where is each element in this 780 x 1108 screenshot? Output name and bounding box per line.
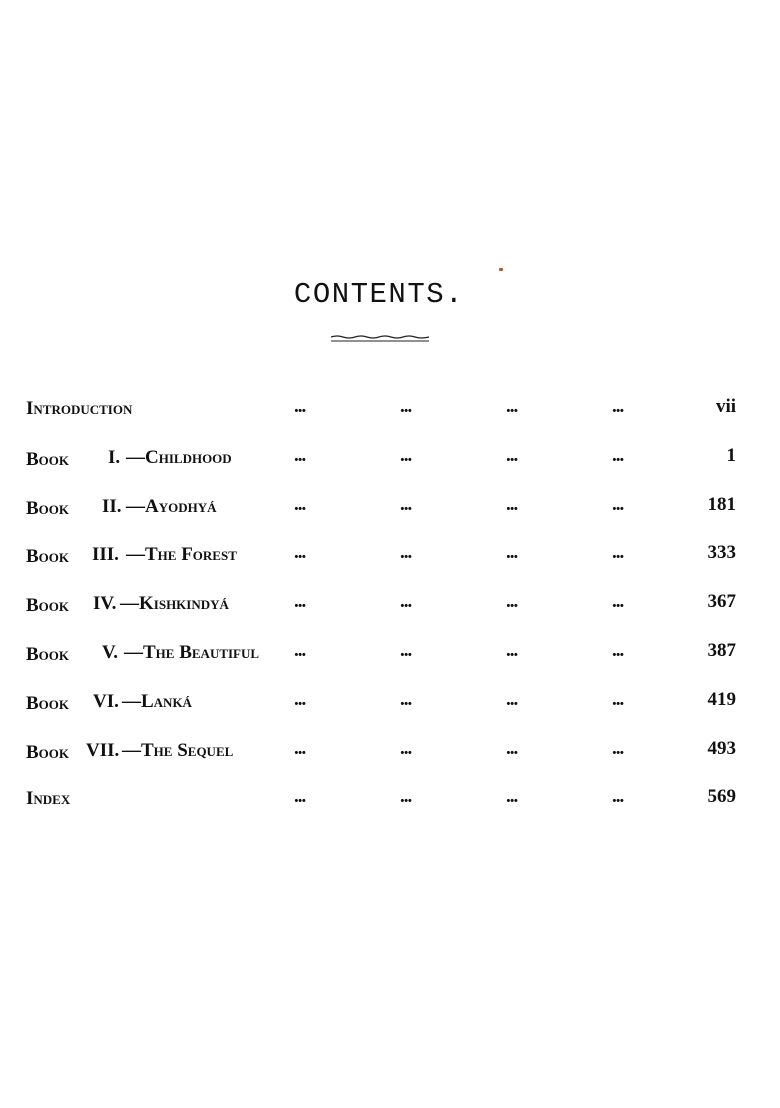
entry-title: Introduction <box>26 398 133 419</box>
leader-dots: ... <box>612 786 624 808</box>
entry-title: Index <box>26 788 71 810</box>
entry-title: —The Forest <box>126 544 237 566</box>
leader-dots: ... <box>612 688 624 710</box>
leader-dots: ... <box>400 786 412 808</box>
book-label: Book <box>26 448 70 470</box>
page-title: CONTENTS. <box>293 278 465 311</box>
entry-title: —Kishkindyá <box>120 593 229 615</box>
leader-dots: ... <box>506 737 518 759</box>
leader-dots: ... <box>506 786 518 808</box>
toc-entry[interactable] <box>26 734 736 783</box>
leader-dots: ... <box>612 542 624 564</box>
leader-dots: ... <box>400 591 412 613</box>
leader-dots: ... <box>400 444 412 466</box>
toc-entry[interactable] <box>26 587 736 636</box>
leader-dots: ... <box>506 639 518 661</box>
toc-entry[interactable] <box>26 538 736 587</box>
leader-dots: ... <box>506 493 518 515</box>
leader-dots: ... <box>612 639 624 661</box>
toc-entry[interactable] <box>26 782 736 831</box>
leader-dots: ... <box>400 688 412 710</box>
book-label: Book <box>26 595 70 617</box>
book-label: Book <box>26 741 70 763</box>
book-label: Book <box>26 643 70 665</box>
page-number: 181 <box>707 493 736 515</box>
book-label: Book <box>26 546 70 568</box>
page-number: 493 <box>707 737 736 759</box>
book-numeral: III. <box>92 544 119 566</box>
leader-dots: ... <box>294 591 306 613</box>
page-number: 333 <box>707 542 736 564</box>
leader-dots: ... <box>506 591 518 613</box>
leader-dots: ... <box>400 493 412 515</box>
book-numeral: II. <box>102 495 122 517</box>
leader-dots: ... <box>506 444 518 466</box>
leader-dots: ... <box>400 396 412 417</box>
book-numeral: IV. <box>93 593 117 615</box>
leader-dots: ... <box>612 444 624 466</box>
leader-dots: ... <box>400 542 412 564</box>
page-number: 569 <box>707 786 736 808</box>
ink-speck <box>499 268 503 271</box>
leader-dots: ... <box>612 737 624 759</box>
toc-entry[interactable] <box>26 441 736 490</box>
leader-dots: ... <box>294 396 306 417</box>
leader-dots: ... <box>294 737 306 759</box>
leader-dots: ... <box>400 737 412 759</box>
book-numeral: VII. <box>86 739 120 761</box>
entry-title: —Lanká <box>122 690 192 712</box>
page-number: vii <box>715 396 736 417</box>
title-ornament-rule <box>331 334 429 344</box>
leader-dots: ... <box>612 493 624 515</box>
leader-dots: ... <box>506 688 518 710</box>
entry-title: —Ayodhyá <box>126 495 217 517</box>
book-label: Book <box>26 692 70 714</box>
toc-entry[interactable] <box>26 490 736 539</box>
leader-dots: ... <box>506 542 518 564</box>
entry-title: —Childhood <box>126 446 232 468</box>
leader-dots: ... <box>400 639 412 661</box>
leader-dots: ... <box>294 542 306 564</box>
book-numeral: V. <box>102 641 119 663</box>
leader-dots: ... <box>294 639 306 661</box>
entry-title: —The Beautiful <box>124 641 260 663</box>
page-number: 367 <box>707 591 736 613</box>
leader-dots: ... <box>294 493 306 515</box>
toc-entry[interactable] <box>26 685 736 734</box>
book-numeral: I. <box>108 446 121 468</box>
leader-dots: ... <box>612 396 624 417</box>
page-number: 1 <box>726 444 736 466</box>
page-number: 419 <box>707 688 736 710</box>
book-label: Book <box>26 497 70 519</box>
leader-dots: ... <box>506 396 518 417</box>
page-number: 387 <box>707 639 736 661</box>
toc-entry[interactable] <box>26 392 736 441</box>
leader-dots: ... <box>294 444 306 466</box>
table-of-contents <box>26 392 736 831</box>
toc-entry[interactable] <box>26 636 736 685</box>
book-numeral: VI. <box>93 690 119 712</box>
entry-title: —The Sequel <box>122 739 234 761</box>
leader-dots: ... <box>612 591 624 613</box>
leader-dots: ... <box>294 786 306 808</box>
leader-dots: ... <box>294 688 306 710</box>
